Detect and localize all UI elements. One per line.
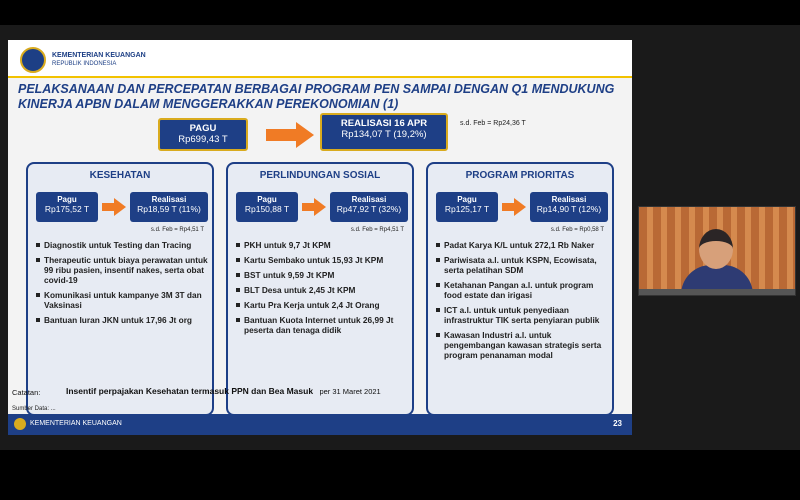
card-pagu-box (236, 192, 298, 222)
org-name-text: KEMENTERIAN KEUANGAN (52, 52, 146, 59)
list-item: Therapeutic untuk biaya perawatan untuk 99 ribu pasien, insentif nakes, serta obat covid-19 (36, 255, 208, 285)
card-bullets (36, 240, 208, 330)
list-item: Bantuan Kuota Internet untuk 26,99 Jt peserta dan tenaga didik (236, 315, 408, 335)
card-realisasi-box (130, 192, 208, 222)
participant-head (699, 229, 733, 269)
card-kesehatan (26, 162, 214, 416)
card-realisasi-box (530, 192, 608, 222)
bottom-bar (0, 450, 800, 500)
card-pagu-label: Pagu (457, 195, 477, 204)
card-pagu-label: Pagu (57, 195, 77, 204)
list-item: Pariwisata a.l. untuk KSPN, Ecowisata, serta pelatihan SDM (436, 255, 608, 275)
card-pagu-box (36, 192, 98, 222)
slide-title: PELAKSANAAN DAN PERCEPATAN BERBAGAI PROGRAM PEN SAMPAI DENGAN Q1 MENDUKUNG KINERJA APBN DALAM MENGGERAKKAN PEREKONOMIAN (1) (18, 82, 615, 111)
list-item: BLT Desa untuk 2,45 Jt KPM (236, 285, 408, 295)
card-realisasi-box (330, 192, 408, 222)
realisasi-value: Rp134,07 T (19,2%) (341, 129, 427, 140)
catatan-label: Catatan: (12, 388, 41, 397)
pagu-label: PAGU (189, 123, 217, 134)
realisasi-label: REALISASI 16 APR (340, 118, 428, 129)
list-item: BST untuk 9,59 Jt KPM (236, 270, 408, 280)
card-realisasi-value: Rp47,92 T (32%) (336, 204, 402, 214)
arrow-right-icon (502, 198, 526, 216)
arrow-right-icon (302, 198, 326, 216)
card-realisasi-value: Rp14,90 T (12%) (536, 204, 602, 214)
page-number: 23 (613, 419, 622, 428)
top-bar (0, 0, 800, 25)
ministry-logo-icon (20, 47, 46, 73)
presentation-slide (8, 40, 632, 435)
arrow-right-icon (266, 122, 314, 148)
list-item: Padat Karya K/L untuk 272,1 Rb Naker (436, 240, 608, 250)
list-item: Kartu Pra Kerja untuk 2,4 Jt Orang (236, 300, 408, 310)
catatan-date: per 31 Maret 2021 (319, 387, 381, 396)
list-item: Kawasan Industri a.l. untuk pengembangan kawasan strategis serta program penanaman modal (436, 330, 608, 360)
insentif-text: Insentif perpajakan Kesehatan termasuk PPN dan Bea Masuk (66, 386, 314, 396)
list-item: PKH untuk 9,7 Jt KPM (236, 240, 408, 250)
list-item: Komunikasi untuk kampanye 3M 3T dan Vaksinasi (36, 290, 208, 310)
insentif-note (66, 386, 381, 397)
slide-header (8, 40, 632, 78)
org-sub-text: REPUBLIK INDONESIA (52, 61, 117, 67)
slide-footer (8, 414, 632, 435)
card-pagu-value: Rp125,17 T (444, 204, 490, 214)
org-name (52, 51, 146, 69)
card-pagu-label: Pagu (257, 195, 277, 204)
card-sd-feb: s.d. Feb = Rp4,51 T (150, 227, 204, 233)
card-sd-feb: s.d. Feb = Rp0,58 T (550, 227, 604, 233)
pagu-value: Rp699,43 T (178, 134, 228, 145)
footer-logo-icon (14, 418, 26, 430)
card-pagu-box (436, 192, 498, 222)
card-bullets (236, 240, 408, 340)
card-title: PROGRAM PRIORITAS (465, 170, 575, 181)
card-pagu-value: Rp150,88 T (244, 204, 290, 214)
realisasi-total-box (320, 113, 448, 151)
card-title: KESEHATAN (89, 170, 151, 181)
card-perlindungan-sosial (226, 162, 414, 416)
card-realisasi-label: Realisasi (551, 195, 587, 204)
card-title: PERLINDUNGAN SOSIAL (259, 170, 381, 181)
card-realisasi-label: Realisasi (151, 195, 187, 204)
participant-video-tile[interactable] (638, 206, 796, 296)
list-item: Kartu Sembako untuk 15,93 Jt KPM (236, 255, 408, 265)
list-item: ICT a.l. untuk untuk penyediaan infrastruktur TIK serta penyiaran publik (436, 305, 608, 325)
card-bullets (436, 240, 608, 365)
card-realisasi-label: Realisasi (351, 195, 387, 204)
card-pagu-value: Rp175,52 T (44, 204, 90, 214)
list-item: Ketahanan Pangan a.l. untuk program food estate dan irigasi (436, 280, 608, 300)
sumber-data: Sumber Data: ... (12, 406, 56, 412)
desk (639, 289, 795, 296)
card-realisasi-value: Rp18,59 T (11%) (137, 204, 201, 214)
pagu-total-box (158, 118, 248, 151)
card-sd-feb: s.d. Feb = Rp4,51 T (350, 227, 404, 233)
arrow-right-icon (102, 198, 126, 216)
footer-org-name: KEMENTERIAN KEUANGAN (30, 420, 122, 427)
list-item: Diagnostik untuk Testing dan Tracing (36, 240, 208, 250)
card-program-prioritas (426, 162, 614, 416)
sd-feb-note: s.d. Feb = Rp24,36 T (460, 120, 526, 127)
list-item: Bantuan Iuran JKN untuk 17,96 Jt org (36, 315, 208, 325)
